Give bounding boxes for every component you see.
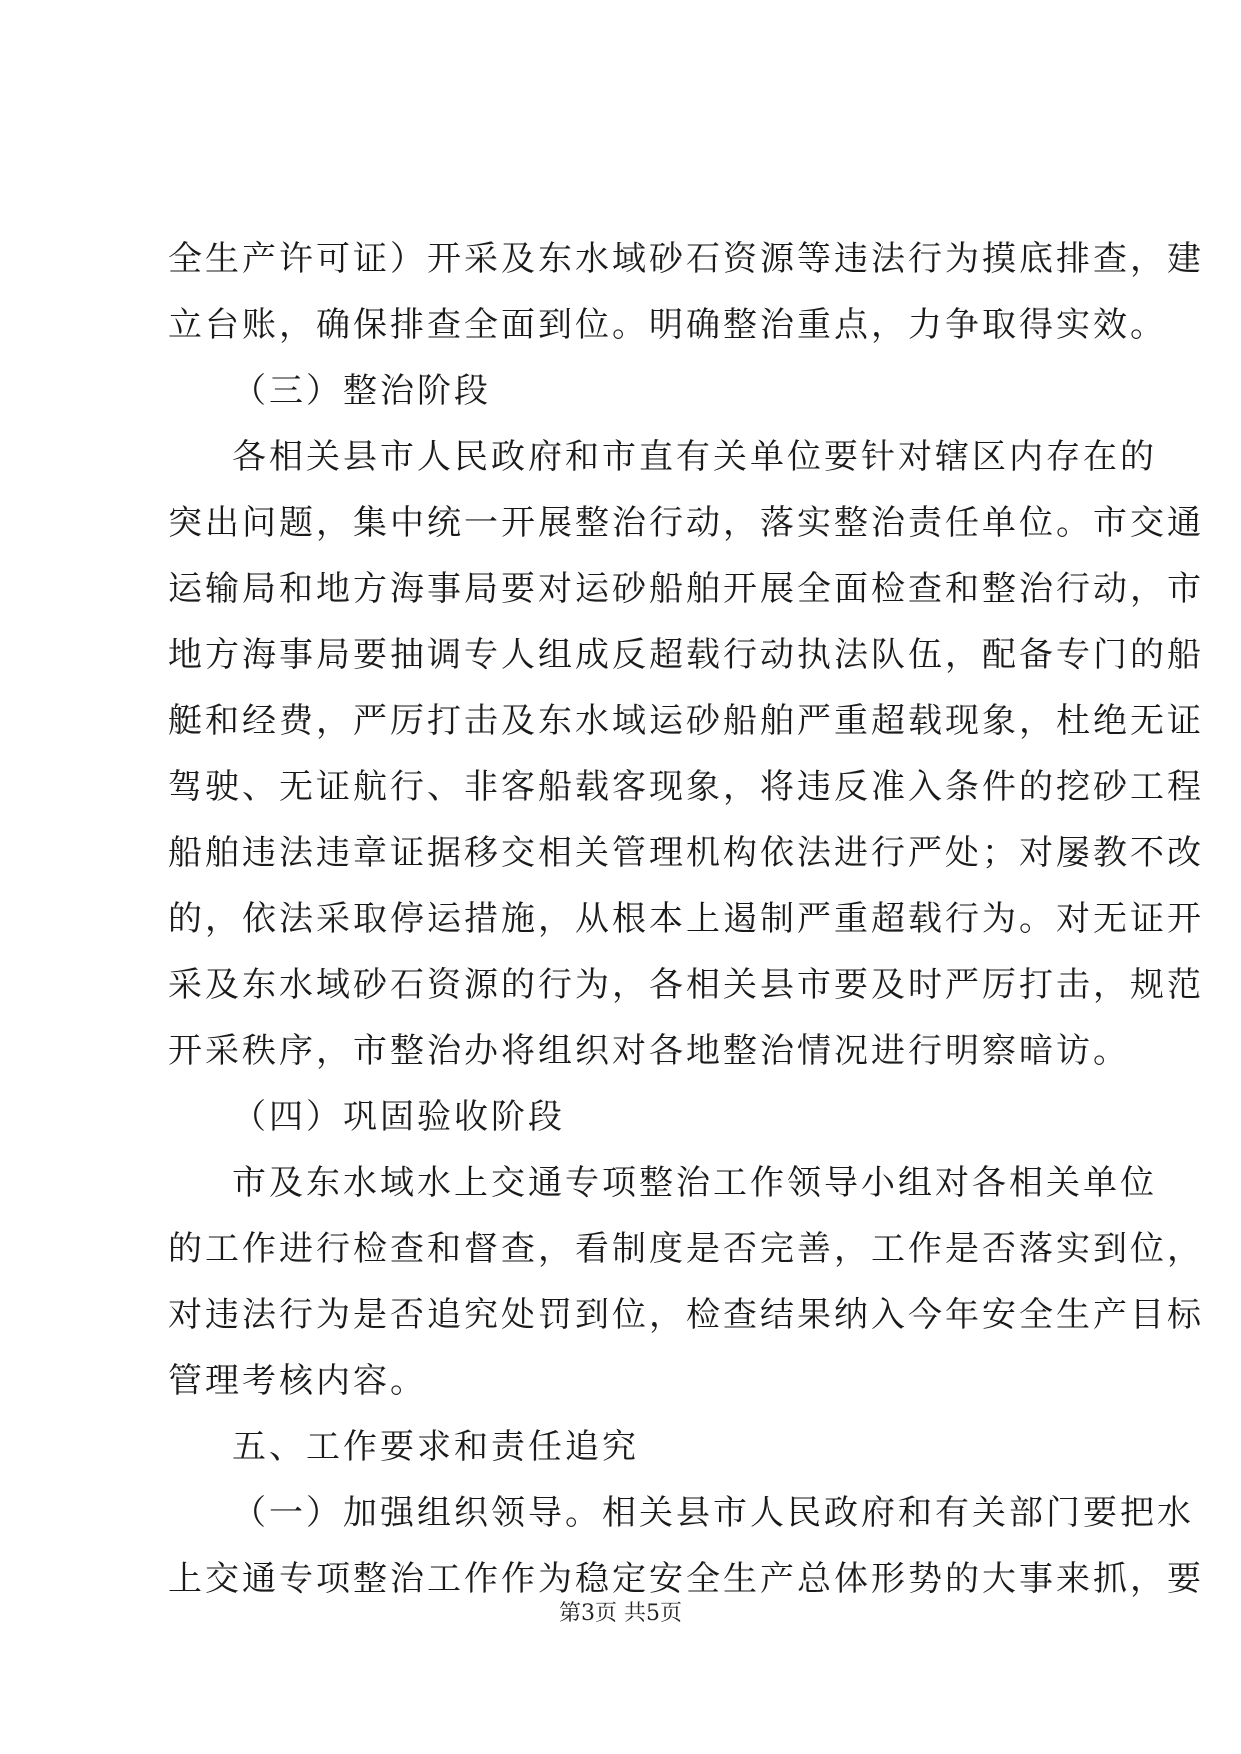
text-line: 艇和经费，严厉打击及东水域运砂船舶严重超载现象，杜绝无证 (168, 701, 1204, 741)
body-text (168, 226, 1204, 1612)
text-line: 上交通专项整治工作作为稳定安全生产总体形势的大事来抓，要 (168, 1559, 1204, 1599)
text-line: 管理考核内容。 (168, 1361, 427, 1401)
paragraph-first-line: 各相关县市人民政府和市直有关单位要针对辖区内存在的 (232, 437, 1157, 477)
text-line: 开采秩序，市整治办将组织对各地整治情况进行明察暗访。 (168, 1031, 1130, 1071)
text-line: 地方海事局要抽调专人组成反超载行动执法队伍，配备专门的船 (168, 635, 1204, 675)
page-footer: 第3页 共5页 (559, 1601, 682, 1626)
text-line: 对违法行为是否追究处罚到位，检查结果纳入今年安全生产目标 (168, 1295, 1204, 1335)
text-line: 采及东水域砂石资源的行为，各相关县市要及时严厉打击，规范 (168, 965, 1204, 1005)
text-line: 驾驶、无证航行、非客船载客现象，将违反准入条件的挖砂工程 (168, 767, 1204, 807)
section-heading: （三）整治阶段 (232, 371, 491, 411)
section-heading: 五、工作要求和责任追究 (232, 1427, 639, 1467)
text-line: 的工作进行检查和督查，看制度是否完善，工作是否落实到位， (168, 1229, 1204, 1269)
text-line: 全生产许可证）开采及东水域砂石资源等违法行为摸底排查，建 (168, 239, 1204, 279)
paragraph-first-line: 市及东水域水上交通专项整治工作领导小组对各相关单位 (232, 1163, 1157, 1203)
text-line: 立台账，确保排查全面到位。明确整治重点，力争取得实效。 (168, 305, 1167, 345)
section-heading: （四）巩固验收阶段 (232, 1097, 565, 1137)
text-line: 运输局和地方海事局要对运砂船舶开展全面检查和整治行动，市 (168, 569, 1204, 609)
text-line: 突出问题，集中统一开展整治行动，落实整治责任单位。市交通 (168, 503, 1204, 543)
text-line: 的，依法采取停运措施，从根本上遏制严重超载行为。对无证开 (168, 899, 1204, 939)
text-line: 船舶违法违章证据移交相关管理机构依法进行严处；对屡教不改 (168, 833, 1204, 873)
paragraph-first-line: （一）加强组织领导。相关县市人民政府和有关部门要把水 (232, 1493, 1194, 1533)
